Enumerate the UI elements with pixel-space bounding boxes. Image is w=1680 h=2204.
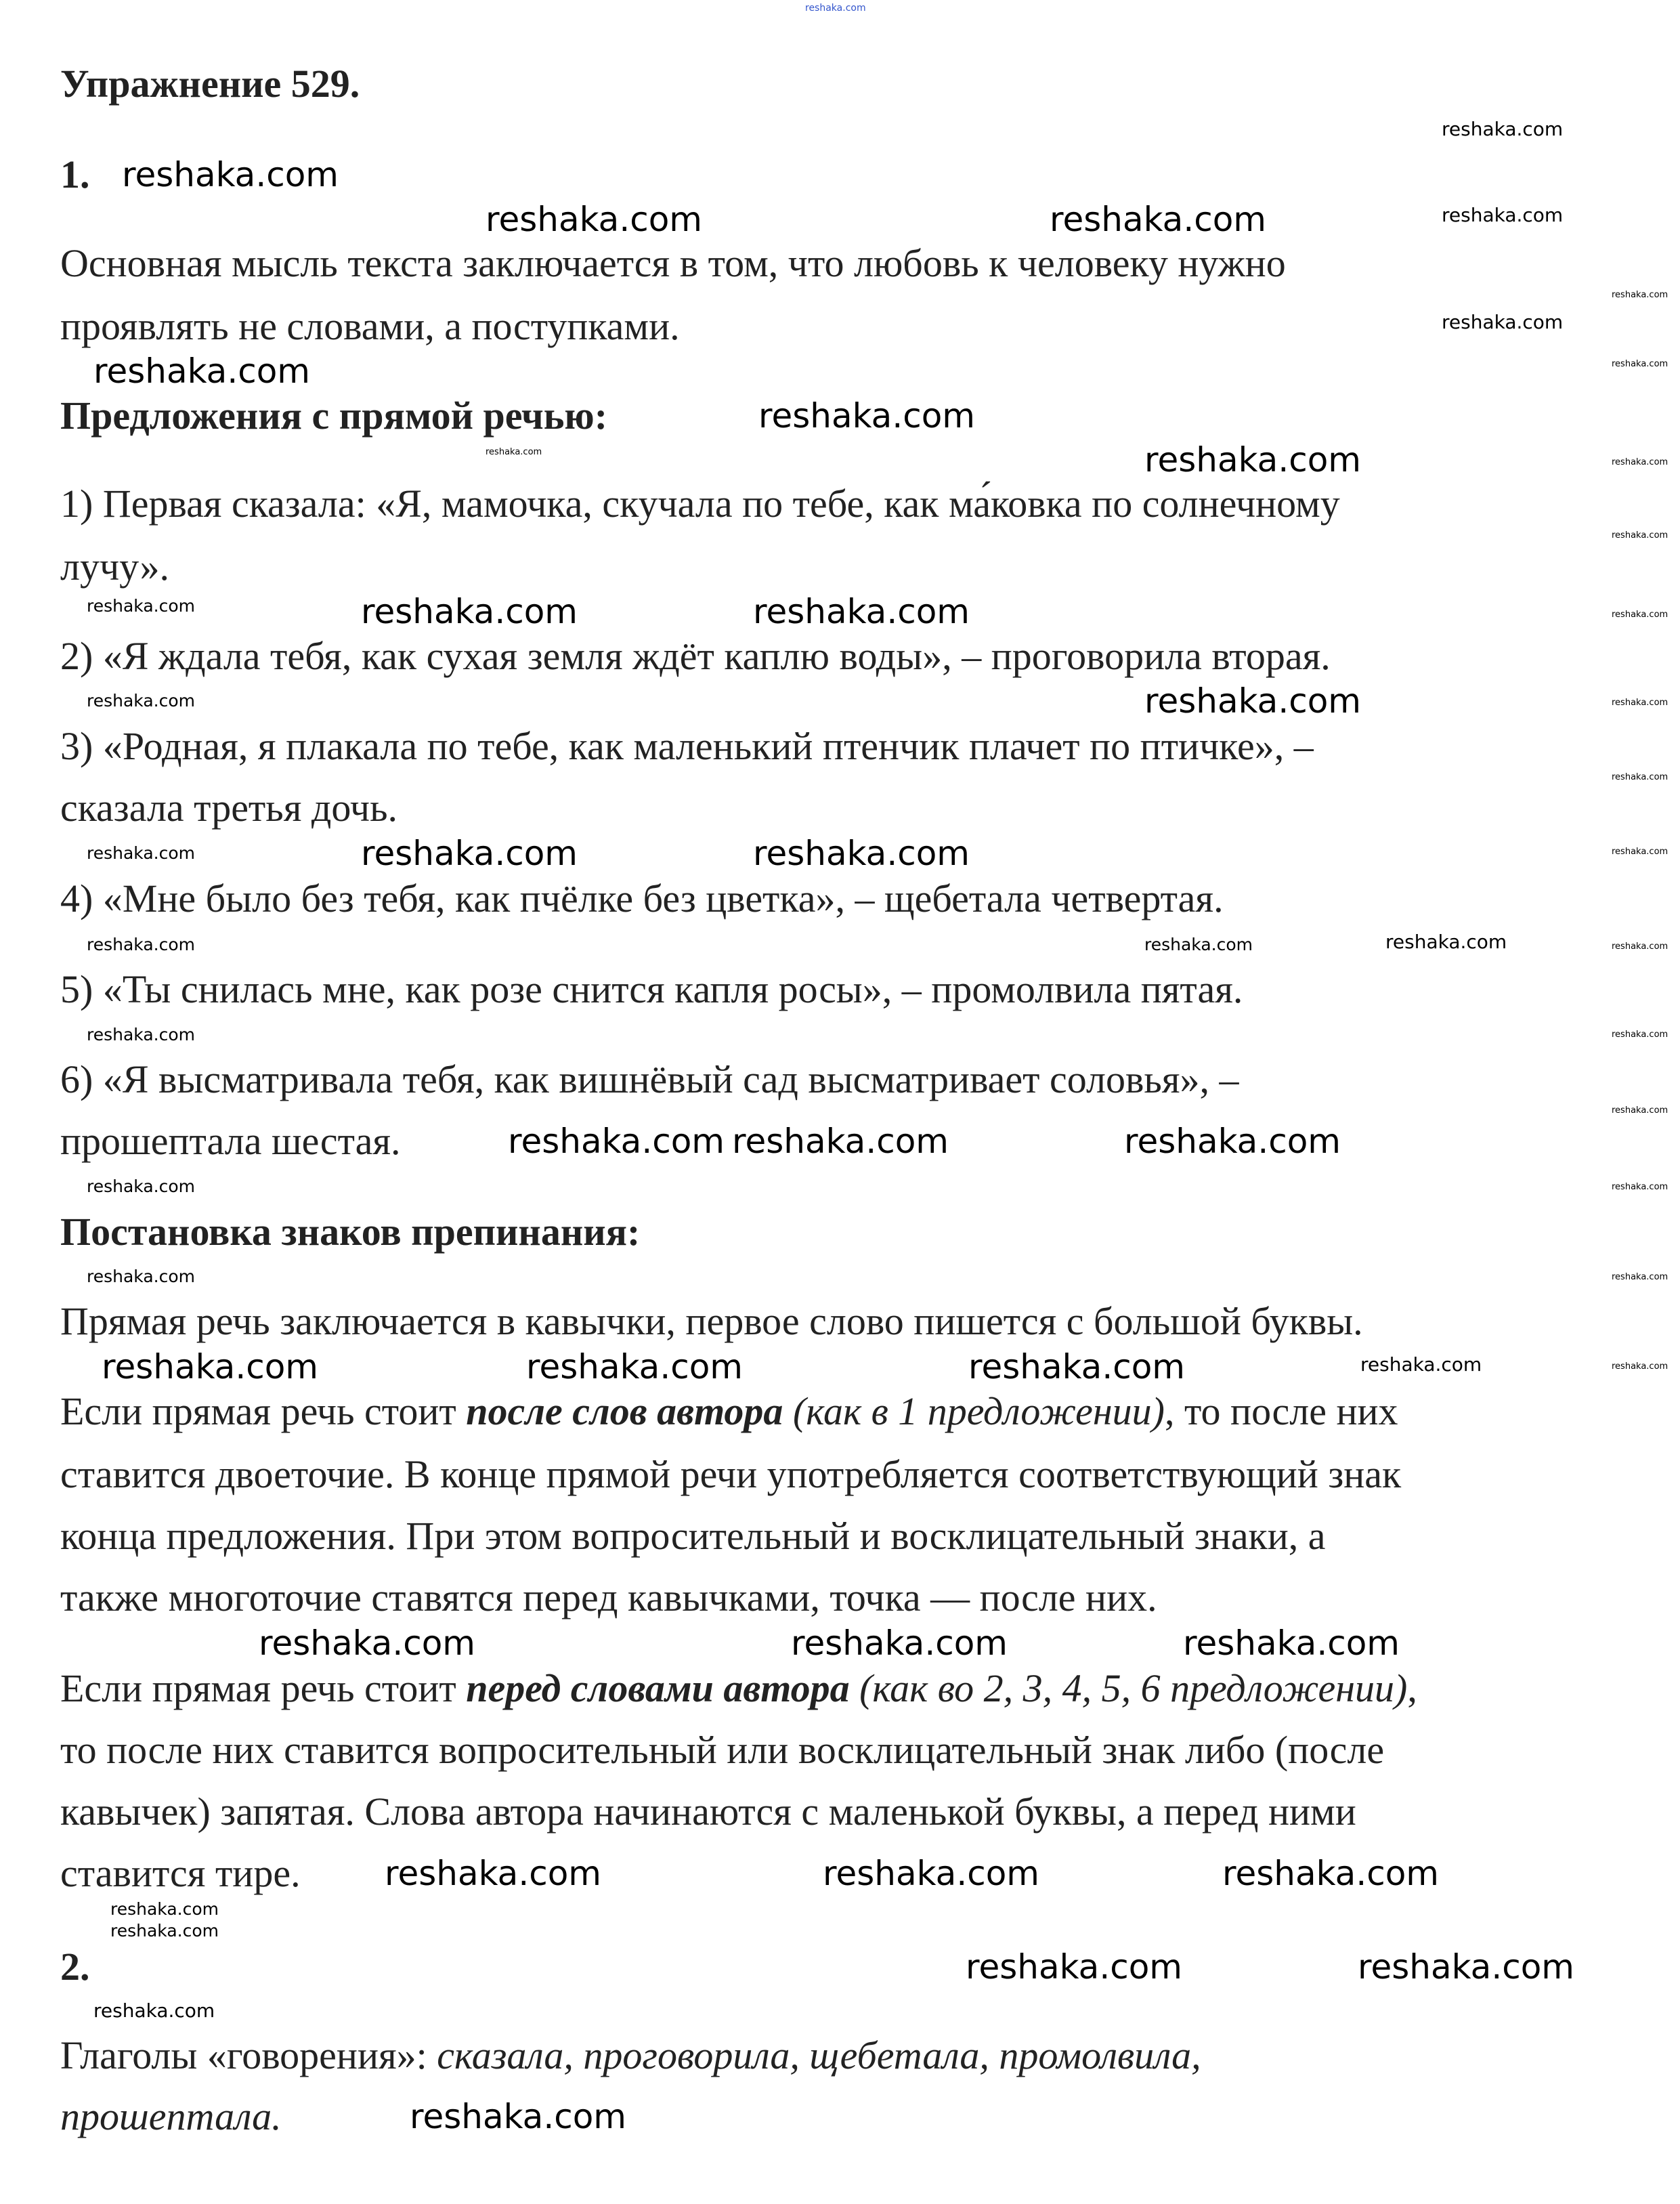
sentence-line: лучу». bbox=[60, 545, 170, 589]
rule-line: кавычек) запятая. Слова автора начинаются с маленькой буквы, а перед ними bbox=[60, 1789, 1356, 1834]
sentence-line: 1) Первая сказала: «Я, мамочка, скучала по тебе, как ма́ковка по солнечному bbox=[60, 482, 1340, 526]
verbs-list: сказала, проговорила, щебетала, промолвила, bbox=[437, 2033, 1201, 2077]
watermark-text: reshaka.com bbox=[259, 1624, 475, 1663]
verbs-line: прошептала. bbox=[60, 2094, 282, 2138]
watermark-text: reshaka.com bbox=[1144, 935, 1253, 954]
watermark-text: reshaka.com bbox=[110, 1899, 219, 1919]
rule-text: , bbox=[1407, 1666, 1417, 1710]
rule-text: Если прямая речь стоит bbox=[60, 1389, 467, 1433]
watermark-text: reshaka.com bbox=[1612, 1182, 1668, 1192]
rule-line: ставится тире. bbox=[60, 1851, 301, 1895]
rule-emphasis: после слов автора bbox=[466, 1389, 783, 1433]
watermark-text: reshaka.com bbox=[758, 396, 975, 436]
watermark-text: reshaka.com bbox=[1612, 457, 1668, 467]
rule-line: Прямая речь заключается в кавычки, первое слово пишется с большой буквы. bbox=[60, 1299, 1363, 1343]
watermark-text: reshaka.com bbox=[526, 1347, 743, 1386]
punctuation-heading: Постановка знаков препинания: bbox=[60, 1210, 641, 1254]
rule-line: ставится двоеточие. В конце прямой речи употребляется соответствующий знак bbox=[60, 1452, 1402, 1496]
watermark-text: reshaka.com bbox=[87, 1025, 195, 1044]
watermark-text: reshaka.com bbox=[93, 352, 310, 391]
rule-line bbox=[60, 1388, 1398, 1435]
sentence-line: 4) «Мне было без тебя, как пчёлке без цветка», – щебетала четвертая. bbox=[60, 876, 1224, 920]
sentence-line: сказала третья дочь. bbox=[60, 786, 398, 830]
watermark-text: reshaka.com bbox=[1442, 311, 1564, 333]
watermark-text: reshaka.com bbox=[1144, 681, 1361, 721]
sentence-line: 3) «Родная, я плакала по тебе, как маленький птенчик плачет по птичке», – bbox=[60, 724, 1314, 768]
watermark-text: reshaka.com bbox=[1442, 204, 1564, 226]
watermark-text: reshaka.com bbox=[753, 834, 970, 873]
watermark-text: reshaka.com bbox=[1222, 1854, 1439, 1893]
rule-text: Если прямая речь стоит bbox=[60, 1666, 467, 1710]
main-idea-line: проявлять не словами, а поступками. bbox=[60, 304, 680, 348]
rule-text: , то после них bbox=[1164, 1389, 1398, 1433]
watermark-text: reshaka.com bbox=[1612, 698, 1668, 708]
watermark-text: reshaka.com bbox=[1612, 530, 1668, 541]
watermark-text: reshaka.com bbox=[968, 1347, 1185, 1386]
watermark-text: reshaka.com bbox=[361, 592, 578, 631]
sentence-line: 6) «Я высматривала тебя, как вишнёвый сад высматривает соловья», – bbox=[60, 1057, 1239, 1101]
rule-line bbox=[60, 1665, 1417, 1712]
watermark-text: reshaka.com bbox=[1442, 118, 1564, 140]
watermark-text: reshaka.com bbox=[93, 1999, 215, 2022]
watermark-text: reshaka.com bbox=[122, 155, 339, 194]
sentence-line: 2) «Я ждала тебя, как сухая земля ждёт каплю воды», – проговорила вторая. bbox=[60, 634, 1331, 678]
watermark-text: reshaka.com bbox=[1612, 772, 1668, 782]
watermark-text: reshaka.com bbox=[1612, 1105, 1668, 1116]
watermark-text: reshaka.com bbox=[1612, 610, 1668, 620]
watermark-text: reshaka.com bbox=[1612, 359, 1668, 369]
sentence-line: 5) «Ты снилась мне, как розе снится капля росы», – промолвила пятая. bbox=[60, 967, 1243, 1011]
watermark-text: reshaka.com bbox=[1612, 847, 1668, 857]
watermark-text: reshaka.com bbox=[1612, 1030, 1668, 1040]
section-1-number: 1. bbox=[60, 152, 90, 196]
watermark-text: reshaka.com bbox=[1612, 1272, 1668, 1282]
watermark-text: reshaka.com bbox=[87, 596, 195, 616]
watermark-text: reshaka.com bbox=[1612, 1361, 1668, 1372]
watermark-text: reshaka.com bbox=[791, 1624, 1008, 1663]
rule-note: (как в 1 предложении) bbox=[783, 1389, 1165, 1433]
watermark-text: reshaka.com bbox=[753, 592, 970, 631]
sentence-line: прошептала шестая. bbox=[60, 1119, 401, 1163]
watermark-text: reshaka.com bbox=[87, 691, 195, 711]
direct-speech-heading: Предложения с прямой речью: bbox=[60, 394, 608, 438]
watermark-text: reshaka.com bbox=[486, 200, 702, 239]
verbs-label: Глаголы «говорения»: bbox=[60, 2033, 437, 2077]
watermark-text: reshaka.com bbox=[1124, 1122, 1341, 1161]
rule-line: также многоточие ставятся перед кавычками, точка — после них. bbox=[60, 1575, 1157, 1619]
watermark-text: reshaka.com bbox=[87, 843, 195, 863]
watermark-text: reshaka.com bbox=[508, 1122, 725, 1161]
watermark-text: reshaka.com bbox=[87, 1267, 195, 1286]
watermark-text: reshaka.com bbox=[732, 1122, 949, 1161]
main-idea-line: Основная мысль текста заключается в том, что любовь к человеку нужно bbox=[60, 241, 1286, 285]
rule-line: то после них ставится вопросительный или восклицательный знак либо (после bbox=[60, 1728, 1385, 1772]
watermark-text: reshaka.com bbox=[1360, 1353, 1482, 1376]
watermark-text: reshaka.com bbox=[361, 834, 578, 873]
watermark-text: reshaka.com bbox=[87, 1177, 195, 1196]
watermark-text: reshaka.com bbox=[486, 447, 542, 457]
watermark-text: reshaka.com bbox=[1183, 1624, 1400, 1663]
watermark-text: reshaka.com bbox=[1144, 440, 1361, 480]
watermark-text: reshaka.com bbox=[1385, 931, 1507, 953]
watermark-text: reshaka.com bbox=[1612, 941, 1668, 952]
rule-emphasis: перед словами автора bbox=[466, 1666, 850, 1710]
watermark-text: reshaka.com bbox=[805, 3, 866, 14]
watermark-text: reshaka.com bbox=[966, 1947, 1182, 1987]
watermark-text: reshaka.com bbox=[1050, 200, 1266, 239]
watermark-text: reshaka.com bbox=[110, 1921, 219, 1941]
watermark-text: reshaka.com bbox=[1612, 290, 1668, 300]
watermark-text: reshaka.com bbox=[410, 2097, 626, 2136]
watermark-text: reshaka.com bbox=[385, 1854, 601, 1893]
watermark-text: reshaka.com bbox=[87, 935, 195, 954]
rule-note: (как во 2, 3, 4, 5, 6 предложении) bbox=[849, 1666, 1408, 1710]
watermark-text: reshaka.com bbox=[1358, 1947, 1574, 1987]
watermark-text: reshaka.com bbox=[823, 1854, 1039, 1893]
rule-line: конца предложения. При этом вопросительный и восклицательный знаки, а bbox=[60, 1514, 1326, 1558]
exercise-title: Упражнение 529. bbox=[60, 62, 360, 106]
watermark-text: reshaka.com bbox=[102, 1347, 318, 1386]
verbs-line bbox=[60, 2032, 1201, 2079]
section-2-number: 2. bbox=[60, 1945, 90, 1989]
